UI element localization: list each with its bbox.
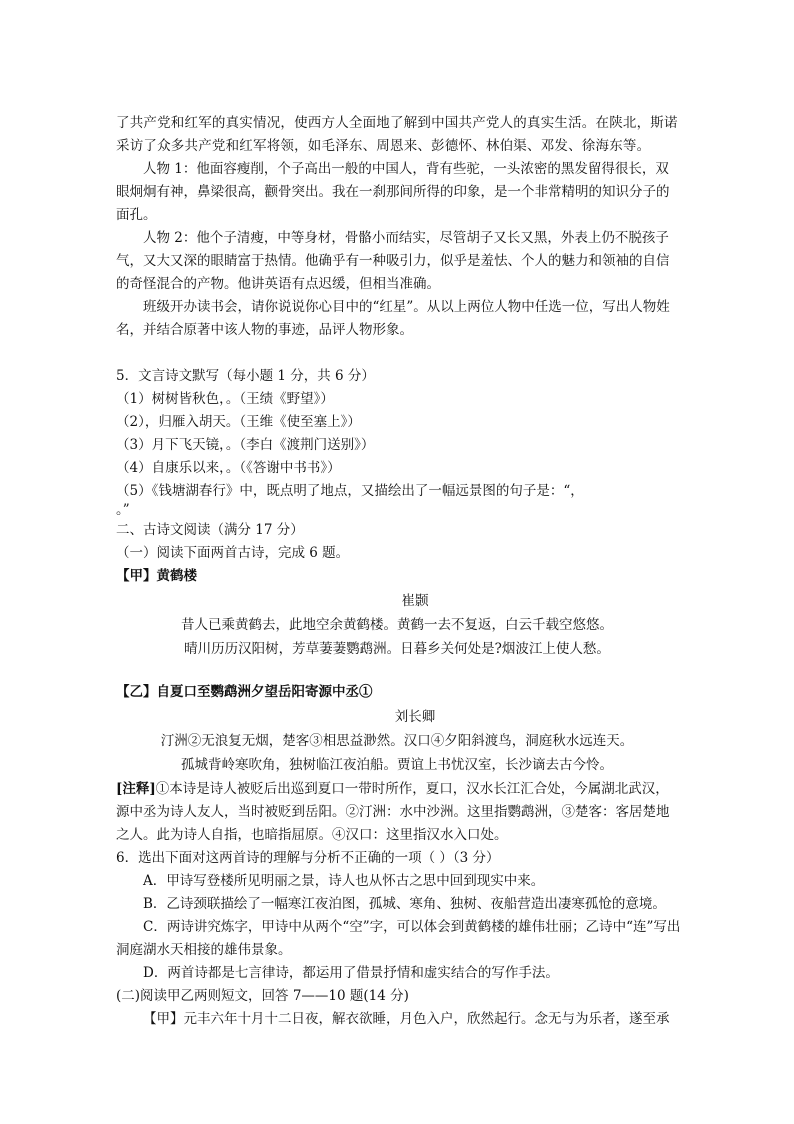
poem-jia-author: 崔颢 <box>401 593 429 609</box>
question-6-option-a: A．甲诗写登楼所见明丽之景，诗人也从怀古之思中回到现实中来。 <box>143 873 545 889</box>
question-6-option-c: C．两诗讲究炼字，甲诗中从两个“空”字，可以体会到黄鹤楼的雄伟壮丽；乙诗中“连”写出 <box>143 919 681 935</box>
question-5-item: （2），归雁入胡天。（王维《使至塞上》） <box>116 414 361 430</box>
person-2-description: 的奇怪混合的产物。他讲英语有点迟缓，但相当准确。 <box>116 276 440 292</box>
question-5-item: （5）《钱塘湖春行》中，既点明了地点，又描绘出了一幅远景图的句子是：“， <box>116 483 584 499</box>
annotation-line: 之人。此为诗人自指，也暗指屈原。④汉口：这里指汉水入口处。 <box>116 827 508 843</box>
subsection-1-title: （一）阅读下面两首古诗，完成 6 题。 <box>116 545 350 561</box>
poem-yi-verse: 汀洲②无浪复无烟，楚客③相思益渺然。汉口④夕阳斜渡鸟，洞庭秋水远连天。 <box>160 733 634 749</box>
question-5-item: （3）月下飞天镜，。（李白《渡荆门送别》） <box>116 437 375 453</box>
question-6-option-b: B．乙诗颈联描绘了一幅寒江夜泊图，孤城、寒角、独树、夜船营造出凄寒孤怆的意境。 <box>143 896 666 912</box>
poem-jia-verse: 昔人已乘黄鹤去，此地空余黄鹤楼。黄鹤一去不复返，白云千载空悠悠。 <box>181 617 613 633</box>
question-6-option-d: D．两首诗都是七言律诗，都运用了借景抒情和虚实结合的写作手法。 <box>143 965 559 981</box>
poem-yi-author: 刘长卿 <box>394 709 436 725</box>
person-2-description: 人物 2：他个子清瘦，中等身材，骨骼小而结实，尽管胡子又长又黑，外表上仍不脱孩子 <box>143 230 669 246</box>
question-5-item: （1）树树皆秋色，。（王绩《野望》） <box>116 391 334 407</box>
question-5-title: 5．文言诗文默写（每小题 1 分，共 6 分） <box>116 368 375 384</box>
annotation-line <box>116 779 669 799</box>
annotation-label: [注释] <box>116 781 156 797</box>
question-5-item: （4）自康乐以来，。（《答谢中书书》） <box>116 460 341 476</box>
question-5-tail: 。” <box>116 502 130 518</box>
intro-line: 采访了众多共产党和红军将领，如毛泽东、周恩来、彭德怀、林伯渠、邓发、徐海东等。 <box>116 138 651 154</box>
person-2-description: 气，又大又深的眼睛富于热情。他确乎有一种吸引力，似乎是羞怯、个人的魅力和领袖的自信 <box>116 253 670 269</box>
person-1-description: 眼炯炯有神，鼻梁很高，颧骨突出。我在一刹那间所得的印象，是一个非常精明的知识分子的 <box>116 184 670 200</box>
poem-jia-label: 【甲】黄鹤楼 <box>116 568 197 584</box>
question-6-title: 6．选出下面对这两首诗的理解与分析不正确的一项（ ）（3 分） <box>116 850 500 866</box>
poem-yi-label: 【乙】自夏口至鹦鹉洲夕望岳阳寄源中丞① <box>116 684 373 700</box>
annotation-line: 源中丞为诗人友人，当时被贬到岳阳。②汀洲：水中沙洲。这里指鹦鹉洲，③楚客：客居楚地 <box>116 804 670 820</box>
person-1-description: 面孔。 <box>116 207 157 223</box>
passage-jia-line: 【甲】元丰六年十月十二日夜，解衣欲睡，月色入户，欣然起行。念无与为乐者，遂至承 <box>143 1011 670 1027</box>
section-2-title: 二、古诗文阅读（满分 17 分） <box>116 522 304 538</box>
annotation-text: ①本诗是诗人被贬后出巡到夏口一带时所作，夏口，汉水长江汇合处，今属湖北武汉， <box>155 781 669 797</box>
poem-jia-verse: 晴川历历汉阳树，芳草萋萋鹦鹉洲。日暮乡关何处是?烟波江上使人愁。 <box>184 641 610 657</box>
intro-line: 了共产党和红军的真实情况，使西方人全面地了解到中国共产党人的真实生活。在陕北，斯诺 <box>116 115 678 131</box>
poem-yi-verse: 孤城背岭寒吹角，独树临江夜泊船。贾谊上书忧汉室，长沙谪去古今怜。 <box>181 757 613 773</box>
subsection-2-title: (二)阅读甲乙两则短文，回答 7——10 题(14 分) <box>116 988 409 1004</box>
person-1-description: 人物 1：他面容瘦削，个子高出一般的中国人，背有些驼，一头浓密的黑发留得很长，双 <box>143 161 669 177</box>
task-prompt: 班级开办读书会，请你说说你心目中的“红星”。从以上两位人物中任选一位，写出人物姓 <box>143 299 670 315</box>
question-6-option-c: 洞庭湖水天相接的雄伟景象。 <box>116 942 292 958</box>
task-prompt: 名，并结合原著中该人物的事迹，品评人物形象。 <box>116 322 413 338</box>
